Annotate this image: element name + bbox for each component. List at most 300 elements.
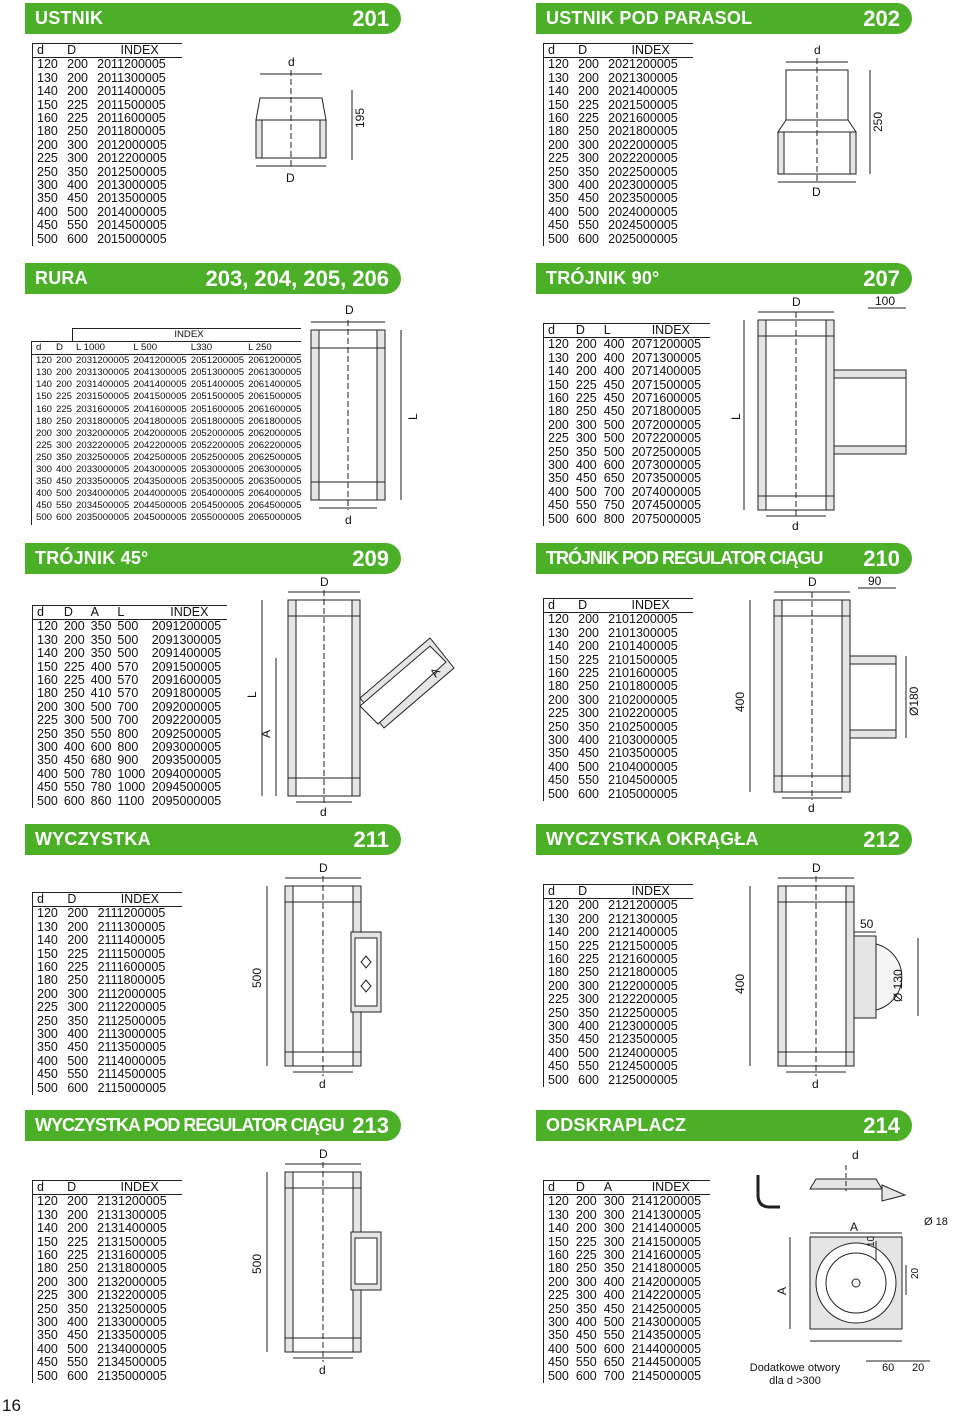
table-cell: 550 [67,1355,88,1370]
section-header-209 [25,543,401,574]
table-cell: 500 [90,699,112,714]
table-cell: 400 [603,1288,625,1303]
table-cell: 2092200005 [151,713,222,728]
table-cell: 2041600005 [133,403,187,415]
table-cell: 200 [544,1276,572,1289]
table-cell: 2071300005 [631,350,702,365]
table-cell: 350 [33,192,64,205]
table-row [544,899,694,913]
spec-table-210 [543,598,693,801]
table-row [33,139,183,152]
drawing-label: D [812,185,821,199]
drawing-label: A [426,665,444,680]
table-row [544,1303,711,1316]
table-cell: 300 [603,1207,625,1222]
table-cell: 550 [67,218,88,233]
table-cell: 2014500005 [97,218,167,233]
drawing-label: d [288,55,295,69]
table-cell: 250 [63,686,85,701]
table-cell: 550 [578,1059,599,1074]
table-cell: 500 [117,632,139,647]
table-cell: 2071600005 [631,391,702,406]
table-row [33,754,228,767]
table-cell: 300 [33,1316,64,1329]
section-header-211 [25,824,401,855]
table-row [33,1262,183,1275]
table-cell: 450 [603,377,625,392]
table-row [33,179,183,192]
table-row [33,687,228,700]
drawing-label: L [406,413,420,420]
table-cell: 2121200005 [608,898,678,913]
section-title: WYCZYSTKA OKRĄGŁA [546,829,759,849]
table-cell: 120 [544,1195,572,1209]
table-cell: 300 [578,137,599,152]
table-cell: 200 [578,911,599,926]
table-cell: 2141600005 [631,1248,702,1263]
table-cell: 2043500005 [133,476,187,488]
drawing-label: A [850,1220,859,1234]
table-cell: 2012500005 [97,164,167,179]
table-row [33,741,228,754]
drawing-209 [240,575,460,823]
table-row [33,781,228,794]
table-cell: 225 [544,707,575,720]
column-header: INDEX [94,893,182,907]
table-cell: 400 [33,768,60,781]
table-cell: 300 [575,431,597,446]
table-row [544,680,694,693]
table-cell: 400 [578,733,599,748]
table-cell: 150 [544,379,572,392]
table-cell: 860 [90,793,112,808]
table-cell: 2125000005 [608,1072,678,1087]
table-cell: 2091600005 [151,673,222,688]
column-header: D [574,599,604,613]
table-cell: 160 [32,404,53,416]
note-line: dla d >300 [769,1375,821,1387]
table-cell: 120 [32,355,53,368]
section-number: 214 [863,1112,900,1138]
table-cell: 2091200005 [151,619,222,634]
drawing-203 [295,300,425,535]
table-cell: 2033500005 [76,476,130,488]
table-row [33,768,228,781]
table-cell: 160 [33,674,60,687]
table-cell: 2022500005 [608,164,678,179]
column-header: d [33,1181,64,1195]
table-cell: 225 [67,960,89,975]
table-cell: 200 [63,632,85,647]
table-cell: 200 [578,639,599,654]
table-cell: 2141200005 [631,1194,702,1209]
table-cell: 450 [578,1032,599,1047]
table-cell: 570 [117,659,139,674]
column-header: D [63,44,93,58]
table-cell: 2142000005 [631,1274,702,1289]
table-cell: 2021400005 [608,84,678,99]
table-cell: 2032500005 [76,451,130,463]
table-row [33,1015,183,1028]
table-cell: 450 [603,391,625,406]
table-cell: 350 [32,476,53,488]
table-row [544,139,694,152]
table-cell: 2042500005 [133,451,187,463]
table-cell: 2051400005 [190,379,245,391]
table-header-row [32,342,302,355]
drawing-label: D [808,575,817,589]
table-row [32,476,302,488]
table-cell: 200 [67,57,88,72]
table-cell: 225 [544,432,572,445]
table-cell: 500 [117,619,139,634]
drawing-label: d [852,1148,859,1162]
table-row [33,634,228,647]
table-cell: 2054000005 [190,488,245,500]
table-row [544,953,694,966]
table-cell: 120 [544,338,572,352]
table-cell: 130 [32,367,53,379]
table-cell: 300 [578,692,599,707]
table-cell: 650 [603,1355,625,1370]
table-cell: 2062200005 [248,439,302,451]
table-cell: 120 [33,620,60,634]
table-cell: 450 [67,1328,88,1343]
table-row [33,1276,183,1289]
table-cell: 2142200005 [631,1288,702,1303]
table-cell: 2031200005 [76,355,130,367]
table-cell: 200 [544,694,575,707]
spec-table-203 [31,328,301,525]
table-cell: 400 [544,206,575,219]
table-cell: 2011400005 [97,84,166,99]
table-cell: 200 [575,337,597,352]
table-cell: 500 [544,233,575,246]
table-cell: 2013500005 [97,191,167,206]
table-cell: 650 [603,471,625,486]
table-cell: 225 [575,1248,597,1263]
table-cell: 2053500005 [190,476,245,488]
section-title: RURA [35,268,88,288]
drawing-label: d [345,513,352,527]
table-row [544,1020,694,1033]
table-row [544,152,694,165]
table-cell: 2141500005 [631,1234,702,1249]
table-cell: 2112500005 [97,1013,167,1028]
drawing-212 [730,862,930,1094]
table-cell: 500 [67,1341,88,1356]
drawing-label: d [812,1077,819,1091]
table-cell: 2051300005 [190,367,245,379]
table-row [33,85,183,98]
table-cell: 140 [32,379,53,391]
drawing-label: D [319,1147,328,1161]
table-cell: 120 [544,58,575,72]
table-row [33,647,228,660]
table-row [33,934,183,947]
column-header: d [544,324,572,338]
table-cell: 400 [33,206,64,219]
table-row [544,85,694,98]
table-cell: 250 [67,124,88,139]
table-row [32,404,302,416]
section-header-212 [536,824,912,855]
table-cell: 600 [603,1341,625,1356]
table-cell: 200 [56,355,73,367]
table-cell: 225 [33,152,64,165]
table-cell: 160 [544,953,575,966]
table-cell: 800 [117,740,139,755]
table-cell: 225 [575,377,597,392]
table-row [544,192,694,205]
table-row [33,1370,183,1383]
table-cell: 2133000005 [97,1315,167,1330]
table-cell: 400 [63,740,85,755]
table-row [33,1343,183,1356]
column-header: L 1000 [72,342,129,355]
table-cell: 150 [544,99,575,112]
table-cell: 2071200005 [631,337,702,352]
table-cell: 2051800005 [190,415,245,427]
table-cell: 700 [603,484,625,499]
table-cell: 2111300005 [97,919,166,934]
section-title: TRÓJNIK 90° [546,268,660,288]
table-row [544,788,694,801]
table-row [33,1303,183,1316]
table-cell: 400 [603,364,625,379]
table-cell: 2061800005 [248,415,302,427]
table-cell: 225 [544,1289,572,1302]
drawing-201 [240,50,390,250]
table-row [544,379,711,392]
table-cell: 130 [544,627,575,640]
table-cell: 160 [33,961,64,974]
table-cell: 180 [544,405,572,418]
section-number: 213 [352,1112,389,1138]
table-cell: 450 [544,1356,572,1369]
table-cell: 300 [603,1248,625,1263]
table-cell: 2062000005 [248,427,302,439]
table-cell: 225 [575,1234,597,1249]
table-row [544,99,694,112]
table-cell: 2131800005 [97,1261,167,1276]
table-cell: 200 [32,428,53,440]
table-cell: 600 [63,793,85,808]
table-cell: 200 [67,70,88,85]
table-cell: 2035000005 [76,512,130,524]
table-cell: 300 [67,1000,89,1015]
table-cell: 200 [67,1207,88,1222]
drawing-label: d [320,805,327,819]
table-cell: 2092500005 [151,726,222,741]
spec-table-201 [32,43,182,246]
table-cell: 600 [603,458,625,473]
table-cell: 400 [578,1019,599,1034]
table-cell: 550 [63,780,85,795]
table-cell: 500 [575,1341,597,1356]
table-cell: 500 [578,204,599,219]
column-header: L 250 [244,342,301,355]
table-cell: 250 [544,1007,575,1020]
table-cell: 2111200005 [97,906,166,921]
table-cell: 400 [33,1343,64,1356]
table-cell: 500 [56,488,73,500]
section-number: 212 [863,826,900,852]
drawing-label: Ø180 [907,686,921,716]
table-cell: 2051500005 [190,391,245,403]
table-cell: 225 [67,946,89,961]
table-cell: 500 [603,1315,625,1330]
table-row [32,379,302,391]
table-cell: 350 [67,1013,89,1028]
table-row [33,1236,183,1249]
table-cell: 2042000005 [133,427,187,439]
table-cell: 2071400005 [631,364,702,379]
column-header: INDEX [604,599,693,613]
table-cell: 600 [575,511,597,526]
table-cell: 680 [90,753,112,768]
column-header: INDEX [93,44,182,58]
table-cell: 2105000005 [608,786,678,801]
drawing-210 [730,570,930,815]
table-cell: 2131200005 [97,1194,167,1209]
table-cell: 200 [67,84,88,99]
table-cell: 180 [544,125,575,138]
table-cell: 600 [56,512,73,524]
table-cell: 400 [603,337,625,352]
table-cell: 2115000005 [97,1080,167,1095]
table-row [33,1028,183,1041]
table-cell: 2132000005 [97,1274,167,1289]
table-cell: 225 [63,659,85,674]
table-cell: 400 [544,1343,572,1356]
table-cell: 900 [117,753,139,768]
section-number: 202 [863,5,900,31]
table-cell: 400 [90,673,112,688]
table-cell: 130 [544,1209,572,1222]
table-cell: 600 [90,740,112,755]
table-cell: 500 [575,484,597,499]
table-cell: 350 [90,646,112,661]
table-cell: 160 [544,392,572,405]
table-cell: 250 [578,124,599,139]
table-cell: 1100 [117,793,145,808]
table-cell: 2143500005 [631,1328,702,1343]
section-header-213 [25,1110,401,1141]
table-header-row [544,599,694,613]
table-cell: 200 [544,139,575,152]
drawing-label: 10 [866,1235,877,1247]
table-cell: 160 [544,1249,572,1262]
table-cell: 200 [578,612,599,627]
table-cell: 2113000005 [97,1027,167,1042]
drawing-label: L [729,413,743,420]
table-cell: 250 [32,452,53,464]
drawing-label: A [775,1286,789,1295]
table-cell: 450 [67,1040,89,1055]
drawing-label: 100 [875,294,896,308]
table-cell: 2131500005 [97,1234,167,1249]
table-row [544,654,694,667]
table-cell: 2101300005 [608,625,678,640]
column-header: INDEX [604,885,693,899]
table-cell: 120 [33,58,64,72]
table-cell: 180 [33,974,64,987]
section-number: 209 [352,545,389,571]
table-cell: 2044000005 [133,488,187,500]
table-row [33,1001,183,1014]
table-row [33,233,183,246]
table-cell: 2012000005 [97,137,167,152]
table-cell: 200 [575,1207,597,1222]
table-cell: 180 [544,1262,572,1275]
table-cell: 300 [33,179,64,192]
drawing-label: D [345,303,354,317]
table-cell: 2043000005 [133,464,187,476]
table-cell: 300 [32,464,53,476]
table-cell: 2011200005 [97,57,166,72]
table-cell: 2031800005 [76,415,130,427]
table-row [544,774,694,787]
table-row [33,192,183,205]
table-cell: 225 [32,440,53,452]
page-number: 16 [2,1396,21,1415]
table-cell: 1000 [117,780,146,795]
table-cell: 400 [575,458,597,473]
table-row [33,907,183,921]
table-row [544,1033,694,1046]
table-cell: 200 [33,1276,64,1289]
table-cell: 400 [90,659,112,674]
table-cell: 2092000005 [151,699,222,714]
table-row [544,993,694,1006]
table-cell: 350 [575,1301,597,1316]
column-header: L330 [187,342,244,355]
table-cell: 2093500005 [151,753,222,768]
table-cell: 150 [33,1236,64,1249]
table-cell: 2022200005 [608,151,678,166]
table-cell: 250 [67,1261,88,1276]
spec-table-202 [543,43,693,246]
column-header: INDEX [628,1181,710,1195]
table-row [33,152,183,165]
table-header-row [33,1181,183,1195]
table-cell: 800 [603,511,625,526]
table-cell: 500 [544,788,575,801]
table-cell: 130 [33,1209,64,1222]
table-cell: 2021600005 [608,111,678,126]
table-cell: 225 [67,111,88,126]
table-cell: 130 [33,921,64,934]
table-row [33,206,183,219]
table-row [32,488,302,500]
table-cell: 2121400005 [608,925,678,940]
table-row [544,1343,711,1356]
table-row [544,966,694,979]
table-row [33,1209,183,1222]
table-cell: 350 [578,719,599,734]
table-row [544,980,694,993]
table-cell: 150 [32,391,53,403]
table-row [33,112,183,125]
table-cell: 2071500005 [631,377,702,392]
drawing-202 [750,40,900,240]
table-cell: 200 [56,367,73,379]
table-cell: 200 [575,1221,597,1236]
table-cell: 200 [33,139,64,152]
drawing-label: 50 [860,917,874,931]
table-cell: 700 [117,713,139,728]
